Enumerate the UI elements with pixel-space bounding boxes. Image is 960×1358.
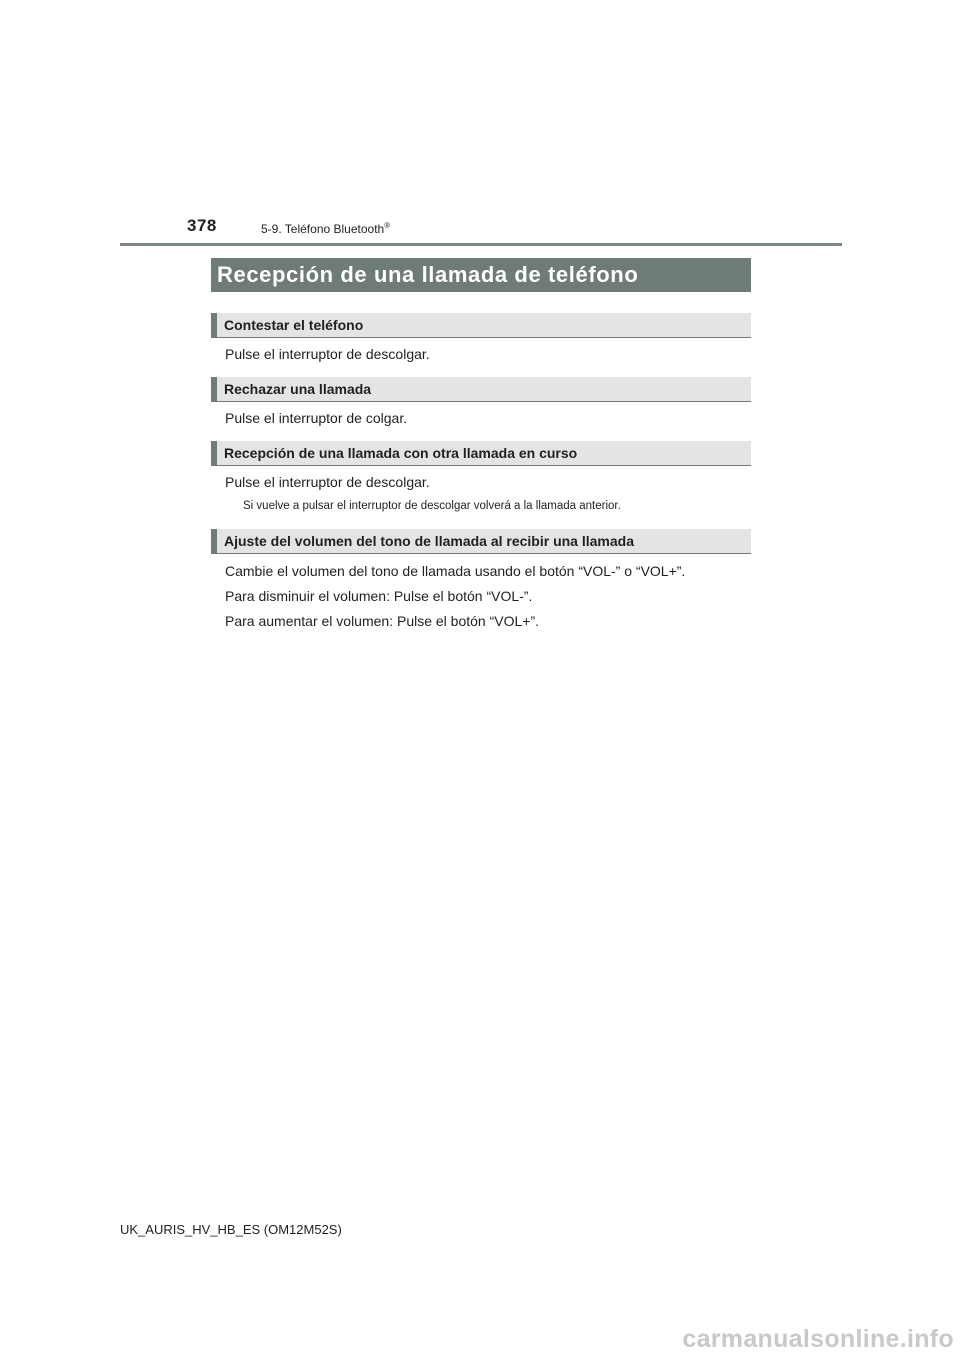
footer-manual-code: UK_AURIS_HV_HB_ES (OM12M52S): [120, 1222, 342, 1237]
volume-line-3: Para aumentar el volumen: Pulse el botón “VOL+”.: [225, 613, 540, 629]
page-title: Recepción de una llamada de teléfono: [211, 258, 751, 292]
section-heading-call-waiting: Recepción de una llamada con otra llamada en curso: [211, 441, 751, 466]
section-heading-answer: Contestar el teléfono: [211, 313, 751, 338]
registered-mark: ®: [384, 221, 391, 230]
breadcrumb: [261, 221, 390, 236]
section-text-answer: Pulse el interruptor de descolgar.: [225, 346, 430, 362]
page-number: 378: [187, 216, 217, 235]
header-divider: [120, 243, 842, 246]
section-note-call-waiting: Si vuelve a pulsar el interruptor de descolgar volverá a la llamada anterior.: [243, 500, 621, 512]
section-text-call-waiting: Pulse el interruptor de descolgar.: [225, 474, 430, 490]
watermark: carmanualsonline.info: [682, 1325, 954, 1353]
section-heading-reject: Rechazar una llamada: [211, 377, 751, 402]
volume-line-1: Cambie el volumen del tono de llamada usando el botón “VOL-” o “VOL+”.: [225, 563, 686, 579]
volume-line-2: Para disminuir el volumen: Pulse el botón “VOL-”.: [225, 588, 533, 604]
section-heading-ringtone-volume: Ajuste del volumen del tono de llamada al recibir una llamada: [211, 529, 751, 554]
breadcrumb-text: 5-9. Teléfono Bluetooth: [261, 222, 385, 236]
section-text-reject: Pulse el interruptor de colgar.: [225, 410, 408, 426]
